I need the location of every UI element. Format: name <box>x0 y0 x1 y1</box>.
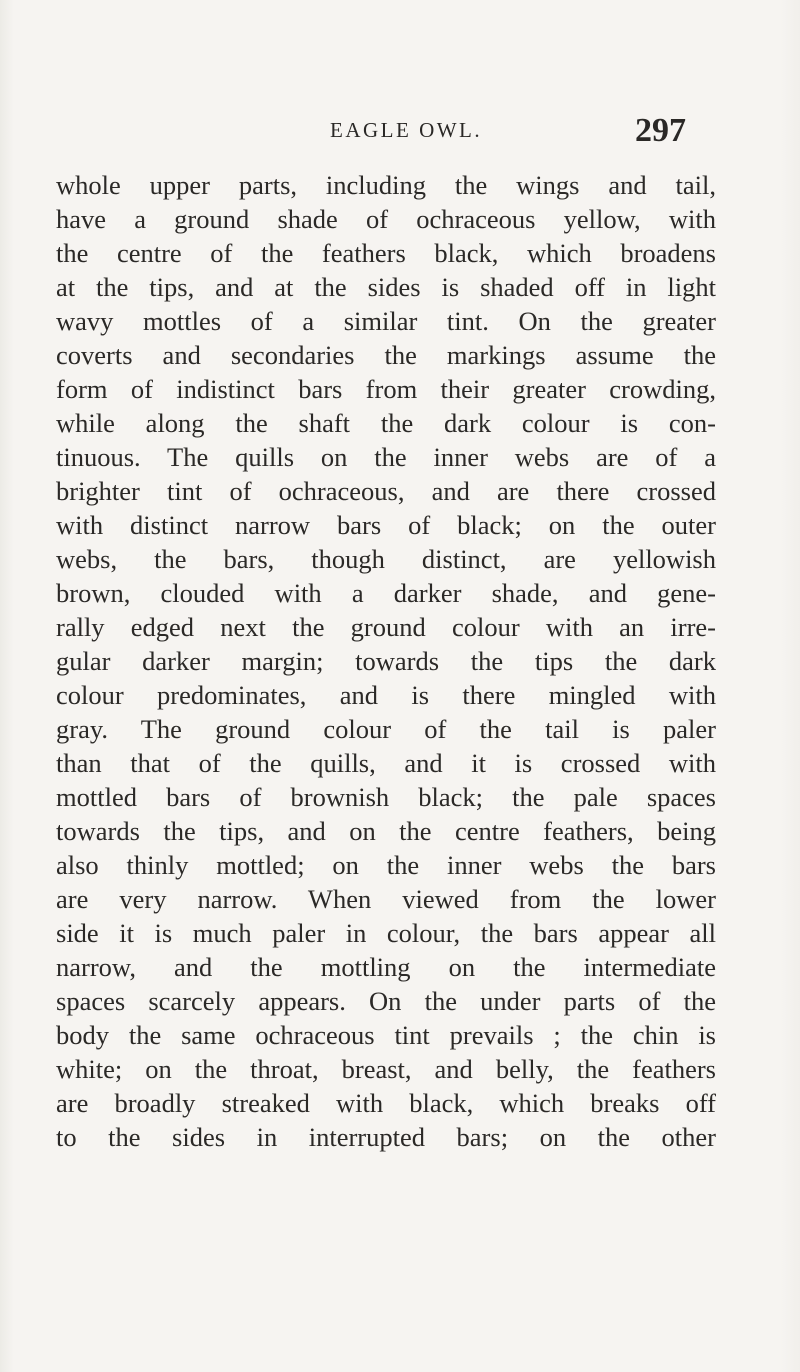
text-line: towards the tips, and on the centre feathers, being <box>56 816 716 846</box>
text-line: rally edged next the ground colour with an irre- <box>56 612 716 642</box>
text-line: coverts and secondaries the markings assume the <box>56 340 716 370</box>
text-line: tinuous. The quills on the inner webs are of a <box>56 442 716 472</box>
body-text <box>56 168 716 1154</box>
text-line: at the tips, and at the sides is shaded off in light <box>56 272 716 302</box>
running-title: EAGLE OWL. <box>330 118 483 142</box>
text-line: spaces scarcely appears. On the under parts of the <box>56 986 716 1016</box>
text-line: have a ground shade of ochraceous yellow, with <box>56 204 716 234</box>
text-line: gray. The ground colour of the tail is paler <box>56 714 716 744</box>
text-line: brown, clouded with a darker shade, and gene- <box>56 578 716 608</box>
text-line: narrow, and the mottling on the intermediate <box>56 952 716 982</box>
text-line: mottled bars of brownish black; the pale spaces <box>56 782 716 812</box>
text-line: form of indistinct bars from their greater crowding, <box>56 374 716 404</box>
text-line: while along the shaft the dark colour is con- <box>56 408 716 438</box>
text-line: webs, the bars, though distinct, are yellowish <box>56 544 716 574</box>
text-line: gular darker margin; towards the tips the dark <box>56 646 716 676</box>
page-number: 297 <box>635 112 686 149</box>
text-line: the centre of the feathers black, which broadens <box>56 238 716 268</box>
text-line: also thinly mottled; on the inner webs the bars <box>56 850 716 880</box>
text-line: body the same ochraceous tint prevails ; the chin is <box>56 1020 716 1050</box>
text-line: brighter tint of ochraceous, and are there crossed <box>56 476 716 506</box>
text-line: are broadly streaked with black, which breaks off <box>56 1088 716 1118</box>
text-line: are very narrow. When viewed from the lower <box>56 884 716 914</box>
running-head <box>0 112 800 160</box>
text-line: to the sides in interrupted bars; on the other <box>56 1122 716 1152</box>
text-line: white; on the throat, breast, and belly, the feathers <box>56 1054 716 1084</box>
text-line: with distinct narrow bars of black; on the outer <box>56 510 716 540</box>
text-line: colour predominates, and is there mingled with <box>56 680 716 710</box>
text-line: whole upper parts, including the wings and tail, <box>56 170 716 200</box>
text-line: wavy mottles of a similar tint. On the greater <box>56 306 716 336</box>
text-line: side it is much paler in colour, the bars appear all <box>56 918 716 948</box>
text-line: than that of the quills, and it is crossed with <box>56 748 716 778</box>
